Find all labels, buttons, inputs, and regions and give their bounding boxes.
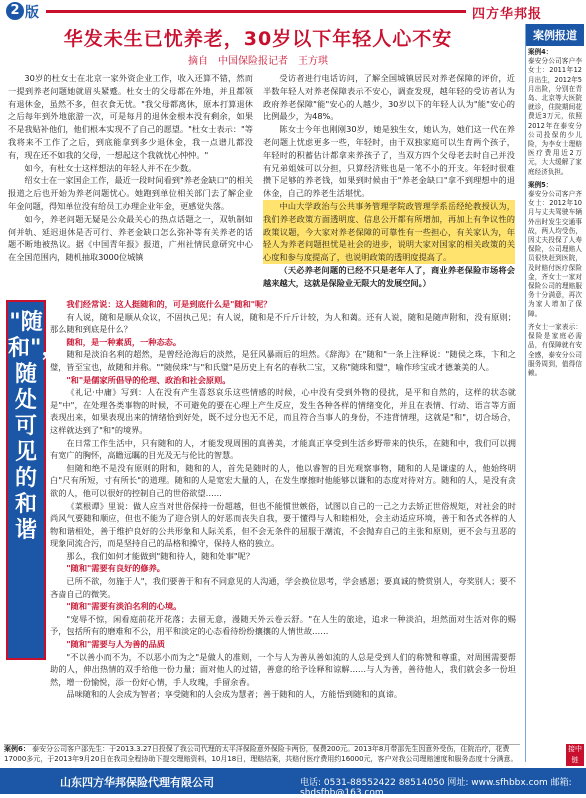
case-5-extra: [526, 321, 584, 380]
paragraph: 随和是淡泊名利的超然，是曾经沧海后的淡然，是狂风暴雨后的坦然。《辞海》在"随和"一条上注释说："随侯之珠，卞和之璧，皆至宝也，故随和并称。""随侯珠"与"和氏璧"是历史上有名的春秋二宝，又称"随珠和璧"，喻作珍宝或才德兼美的人。: [50, 349, 516, 372]
paragraph: 30岁的杜女士在北京一家外资企业工作，收入还算不错，然而一提到养老问题她就眉头紧蹙。杜女士的父母都在外地，并且都领有退休金，虽然不多，但衣食无忧。"我父母都离休，原本打算退休之后每年到外地旅游一次，可是每月的退休金根本没有剩余，如果不是我贴补他们，他们根本实现不了自己的愿望。"杜女士表示："等我将来不工作了之后，到底能拿到多少退休金，我一点谱儿都没有，现在还不如我的父母，一想起这个我就忧心忡忡。": [8, 73, 253, 160]
paragraph: 有人说，随和是顺从众议，不固执己见；有人说，随和是不斤斤计较，为人和蔼。还有人说，随和是随声附和，没有原则；那么随和到底是什么？: [50, 311, 516, 335]
article-column-2: [263, 72, 515, 290]
section-vertical-title-bar: [6, 300, 64, 660]
case-text: 泰安分公司客户邵先生：于2013.3.27日投保了我公司代理的太平洋保险意外保险卡两份，保费200元。2013年8月带邵先生因意外受伤，住院治疗，花费17000多元，于2013年9月20日在我司全程协助下提交理赔资料，10月18日，理赔结案，共赔付医疗费用约16000元，客户对我公司理赔速度和服务态度十分满意。: [4, 745, 518, 763]
paragraph: 已所不欲，勿施于人"，我们要善于和有不同意见的人沟通，学会换位思考，学会感恩；要真诚的赞赏别人，夸奖别人；要不吝啬自己的微笑。: [50, 576, 516, 599]
case-label: 案例5：: [528, 180, 553, 189]
page-number-badge: 2: [6, 2, 24, 20]
sidebar-title: 案例报道: [526, 24, 584, 46]
page-suffix: 版: [25, 5, 39, 21]
subheading: 随和，是一种素质，一种态态。: [66, 336, 182, 347]
subheading: "随和"需要有良好的修养。: [66, 563, 165, 574]
paragraph: 那么，我们如何才能做到"随和待人，随和处事"呢？: [66, 550, 255, 561]
paragraph: 如今，有杜女士这样想法的年轻人并不在少数。: [24, 162, 197, 173]
case-text: 泰安分公司客户齐女士：2012年10月与丈夫驾驶车辆外出时发生交通事故，两人均受伤，因丈夫投保了人寿保险，公司理赔人员很快赶到医院，及时赔付医疗保险金，齐女士一家对保险公司的理赔服务十分满意，再次为家人增加了保障。: [528, 190, 582, 318]
article-title: 华发未生已忧养老，30岁以下年轻人心不安: [63, 28, 453, 50]
case-label: 案例6：: [4, 745, 30, 753]
paragraph: 绍女士在一家国企工作，最近一段时间看到"养老金缺口"的相关报道之后也开始为养老问题忧心。她跑到单位相关部门去了解企业年金问题，得知单位没有给员工办理企业年金，更感觉失落。: [8, 175, 253, 211]
page-footer: [0, 768, 586, 798]
paragraph: 《菜根谭》里说：做人应当对世俗保持一份超越，但也不能惯世嫉俗，试图以自己的一己之力去矫正世俗规矩，对社会的时尚风气要随和顺应，但也不能为了迎合别人的好恶而丧失自我，要于懂得与人和睦相处，会主动适应环境，善于和各式各样的人物和谐相处，善于维护良好的公共形象和人际关系，但不会无条件的屈服于潮流，不会抛弃自己的主张和原则，更不会与丑恶的现象同流合污，而是坚持自己的品格和操守，保持人格的独立。: [50, 500, 516, 549]
conclusion-paragraph: （天必养老问题的已经不只是老年人了，商业养老保险市场将会越来越大，这就是保险业无限大的发展空间。）: [263, 264, 515, 288]
paragraph: 陈女士今年也刚刚30岁，她是独生女，她认为，她们这一代在养老问题上忧虑更多一些，年轻时，由于双独家庭可以生育两个孩子，年轻时的积蓄估计都拿来养孩子了，当双方四个父母老去时自己并没有兄弟姐妹可以分担，只算经济账也是一笔不小的开支。年轻时很难攒下足够的养老钱，如果到时候由于"养老金缺口"拿不到理想中的退休金，自己的养老生活堪忧。: [263, 124, 515, 199]
article-byline: 摘自 中国保险报记者 王方琪: [188, 56, 328, 67]
newspaper-brand: 四方华邦报: [472, 7, 543, 22]
case-label: 案例4：: [528, 48, 553, 56]
footer-contact: 电话: 0531-88552422 88514050 网址: www.sfhbbx.com 邮箱: shdsfhb@163.com: [300, 778, 572, 798]
page-header: [0, 0, 586, 22]
paragraph: 在日常工作生活中，只有随和的人，才能发现周围的真善美，才能真正享受到生活乡野带来的快乐，在随和中，我们可以拥有宽广的胸怀，高瞻远瞩的目光及无与伦比的智慧。: [50, 437, 516, 461]
case-6: [4, 744, 520, 765]
footer-company: 山东四方华邦保险代理有限公司: [60, 776, 214, 789]
case-text: 泰安分公司客户李女士：2011年12月出生，2012年5月出险，分别在青岛、北京等大医院就诊，住院期间花费近3万元，依照2012年在泰安分公司投保的少儿险，为李女士理赔医疗费用近2万元，大大缓解了家庭经济负担。: [528, 57, 582, 176]
subheading: "随和"需要有淡泊名利的心境。: [66, 601, 182, 612]
paragraph: "不以善小而不为，不以恶小而为之"是做人的准则，一个与人为善从善如流的人总是受到人们的称赞和尊重，对周围需要帮助的人，伸出热情的双手给他一份力量；面对他人的过错，善意的给予诠释和谅解……与人为善，善待他人，我们就会多一份坦然，增一份愉悦，添一份好心情，手人玫瑰，手留余香。: [50, 651, 516, 687]
section-vertical-title: "随和"，随处可见的和谐: [8, 310, 64, 543]
article-column-1: [8, 72, 253, 264]
highlighted-paragraph: 中山大学政治与公共事务管理学院政管理学系岳经纶教授认为，我们养老政策方面透明度、信息公开都有所增加，再加上有争议性的政策议题，今大家对养老保障的可靠性有一些担心，有关家认为，年轻人为养老问题担忧是社会的进步，说明大家对国家的相关政策的关心度和参与度提高了，也说明政策的透明度提高了。: [263, 200, 515, 263]
subheading: "和"是儒家所倡导的伦理、政治和社会原则。: [66, 374, 231, 385]
paragraph: 品味随和的人会成为智者；享受随和的人会成为慧者；善于随和的人，方能悟到随和的真谛。: [66, 689, 403, 700]
section-2-body: [50, 298, 516, 701]
paragraph: 如今，养老问题无疑是公众最关心的热点话题之一，双轨制如何并轨、延迟退休是否可行、养老金缺口怎么弥补等有关养老的话题不断地被热议。据《中国青年报》报道，广州社情民意研究中心在全国范围内，随机抽取3000位城镇: [8, 213, 253, 263]
paragraph: 《礼记·中庸》写到：人在没有产生喜怒哀乐这些情感的时候，心中没有受到外物的侵扰，是平和自然的，这样的状态就是"中"，在处理各类事物的时候，不可避免的要在心理上产生反应，发生各种各样的情绪变化，并且在表情、行动、语言等方面表现出来，如果表现出来的情绪恰到好处，既不过分也无不足，而且符合当事人的身份，不违背情理，这就是"和"，切合场合，这样就达到了"和"的境界。: [50, 387, 516, 435]
paragraph: "宠辱不惊，闲看庭前花开花落；去留无意，漫随天外云卷云舒。"在人生的旅途，追求一种淡泊，坦然面对生活对你的赐予，包括所有的磨难和不公，用平和淡定的心态看待纷纷攘攘的人情世故……: [50, 613, 516, 637]
case-4: [526, 46, 584, 179]
case-sidebar: [525, 24, 584, 762]
case-text: 齐女士一家表示：保险是家庭必需品，有保障就有安全感，泰安分公司服务周到，值得信赖。: [528, 322, 582, 377]
paragraph: 但随和绝不是没有原则的附和，随和的人，首先是随时的人，他以睿智的目光观察事物，随和的人是谦虚的人，他始终明白"尺有所短，寸有所长"的道理。随和的人是宽宏大量的人，在发生摩擦时他能够以谦和的态度对待对方。随和的人，是没有贪欲的人，他可以很好的控制自己的世俗欲望……: [50, 462, 516, 498]
case-5: [526, 179, 584, 321]
section-question: 我们经常说：这人挺随和的，可是到底什么是"随和"呢？: [66, 299, 272, 309]
header-divider: [46, 10, 466, 13]
continued-stamp: 接中链: [568, 745, 582, 764]
paragraph: 受访者进行电话访问，了解全国城镇居民对养老保障的评价，近半数年轻人对养老保障表示不安心，调查发现，越年轻的受访者认为政府养老保障"能"安心的人越少，30岁以下的年轻人认为"能"安心的比例最少，为48%。: [263, 73, 515, 122]
subheading: "随和"需要与人为善的品质: [66, 639, 165, 650]
